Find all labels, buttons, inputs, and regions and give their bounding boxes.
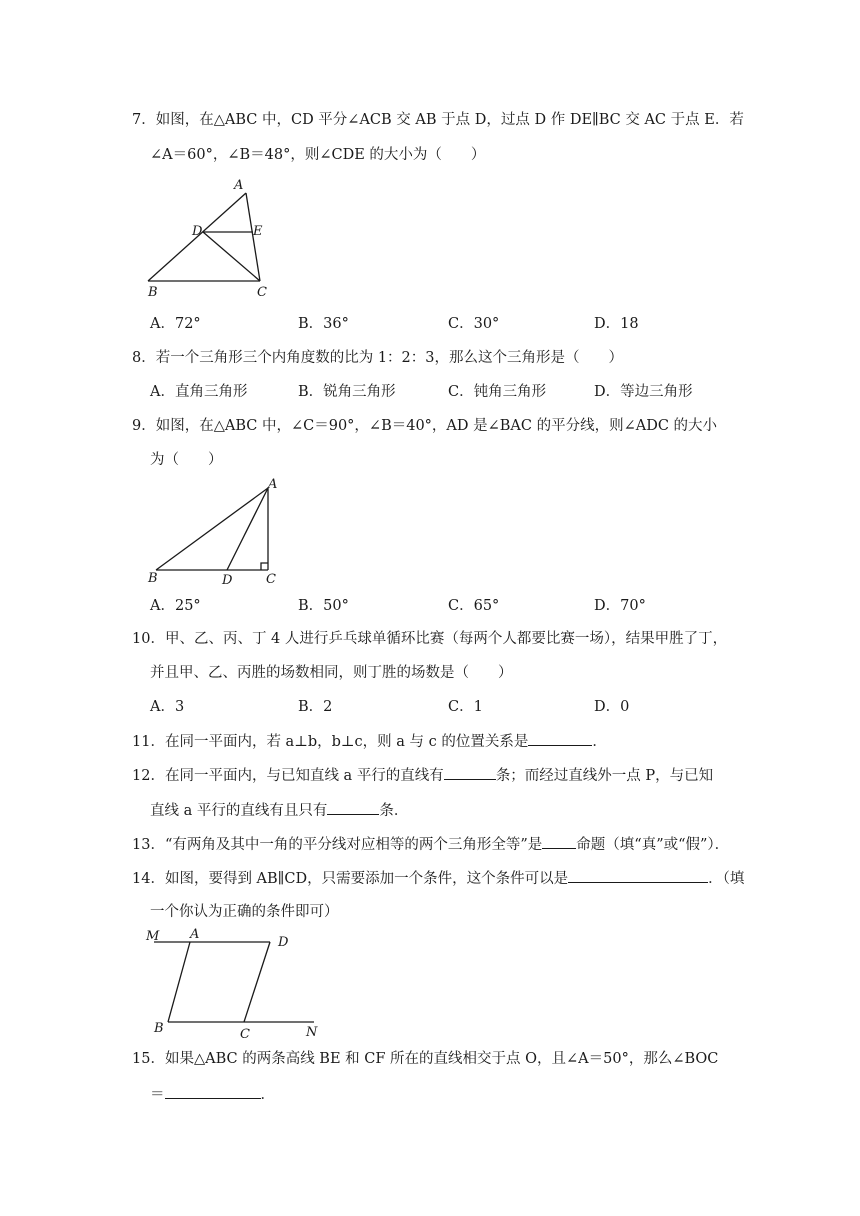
q8-option-c: C．钝角三角形	[448, 384, 547, 400]
q7-option-b: B．36°	[298, 316, 349, 332]
q12-text-1: 12．在同一平面内，与已知直线 a 平行的直线有	[132, 768, 444, 784]
q14-answer-blank[interactable]	[568, 868, 708, 883]
q13-stem	[132, 834, 729, 855]
q14-stem-line1	[132, 868, 744, 889]
q9-option-a: A．25°	[150, 598, 201, 614]
q7-option-a: A．72°	[150, 316, 201, 332]
q14-label-m: M	[146, 929, 160, 944]
q8-option-b: B．锐角三角形	[298, 384, 396, 400]
q9-label-b: B	[148, 571, 158, 586]
q10-stem-line1: 10．甲、乙、丙、丁 4 人进行乒乓球单循环比赛（每两个人都要比赛一场），结果甲胜了丁，	[132, 631, 728, 647]
q14-stem-line2: 一个你认为正确的条件即可）	[150, 904, 339, 920]
q9-stem-line2: 为（ ）	[150, 452, 223, 468]
q12-stem-line2	[150, 800, 408, 821]
q12-stem-line1	[132, 765, 713, 786]
q9-option-b: B．50°	[298, 598, 349, 614]
q15-text-2: ．	[260, 1087, 275, 1103]
q14-text-2: ．（填	[708, 871, 745, 887]
q13-text-1: 13．“有两角及其中一角的平分线对应相等的两个三角形全等”是	[132, 837, 543, 853]
q7-triangle-figure	[140, 175, 280, 300]
q11-stem	[132, 731, 607, 752]
q14-label-d: D	[278, 935, 289, 950]
q12-text-2: 条；而经过直线外一点 P，与已知	[495, 768, 714, 784]
q14-parallelogram-figure	[140, 922, 340, 1040]
q7-label-d: D	[192, 224, 203, 239]
q9-stem-line1: 9．如图，在△ABC 中，∠C＝90°，∠B＝40°，AD 是∠BAC 的平分线，则∠ADC 的大小	[132, 418, 718, 434]
q12-answer-blank-2[interactable]	[327, 800, 379, 815]
q15-stem-line1: 15．如果△ABC 的两条高线 BE 和 CF 所在的直线相交于点 O，且∠A＝50°，那么∠BOC	[132, 1051, 719, 1067]
q7-option-d: D．18	[594, 316, 639, 332]
q7-stem-line2: ∠A＝60°，∠B＝48°，则∠CDE 的大小为（ ）	[150, 147, 486, 163]
q15-answer-blank[interactable]	[165, 1084, 261, 1099]
q14-text-1: 14．如图，要得到 AB∥CD，只需要添加一个条件，这个条件可以是	[132, 871, 569, 887]
q7-label-c: C	[257, 285, 267, 300]
q9-label-a: A	[268, 477, 278, 492]
q7-option-c: C．30°	[448, 316, 500, 332]
q12-text-3: 直线 a 平行的直线有且只有	[150, 803, 328, 819]
q10-option-b: B．2	[298, 699, 333, 715]
q8-stem: 8．若一个三角形三个内角度数的比为 1：2：3，那么这个三角形是（ ）	[132, 350, 624, 366]
q9-right-triangle-figure	[140, 476, 290, 591]
q10-option-a: A．3	[150, 699, 185, 715]
q11-period: ．	[592, 734, 607, 750]
q14-label-n: N	[306, 1025, 318, 1040]
q8-option-d: D．等边三角形	[594, 384, 693, 400]
q10-option-d: D．0	[594, 699, 630, 715]
q13-text-2: 命题（填“真”或“假”）．	[576, 837, 730, 853]
q14-label-c: C	[240, 1027, 250, 1042]
q9-option-c: C．65°	[448, 598, 500, 614]
q11-answer-blank[interactable]	[528, 731, 592, 746]
q14-label-b: B	[154, 1021, 164, 1036]
q7-label-e: E	[253, 224, 263, 239]
q12-text-4: 条．	[379, 803, 409, 819]
q8-option-a: A．直角三角形	[150, 384, 248, 400]
q10-option-c: C．1	[448, 699, 483, 715]
q13-answer-blank[interactable]	[542, 834, 576, 849]
q7-stem-line1: 7．如图，在△ABC 中，CD 平分∠ACB 交 AB 于点 D，过点 D 作 DE∥BC 交 AC 于点 E．若	[132, 112, 744, 128]
q15-stem-line2	[150, 1084, 275, 1105]
q15-text-1: ＝	[150, 1087, 165, 1103]
q12-answer-blank-1[interactable]	[444, 765, 496, 780]
q7-label-b: B	[148, 285, 158, 300]
q9-label-c: C	[266, 572, 276, 587]
q10-stem-line2: 并且甲、乙、丙胜的场数相同，则丁胜的场数是（ ）	[150, 665, 513, 681]
q9-option-d: D．70°	[594, 598, 646, 614]
q11-text: 11．在同一平面内，若 a⊥b，b⊥c，则 a 与 c 的位置关系是	[132, 734, 529, 750]
q9-label-d: D	[222, 573, 233, 588]
q14-label-a: A	[190, 927, 200, 942]
q7-label-a: A	[234, 178, 244, 193]
